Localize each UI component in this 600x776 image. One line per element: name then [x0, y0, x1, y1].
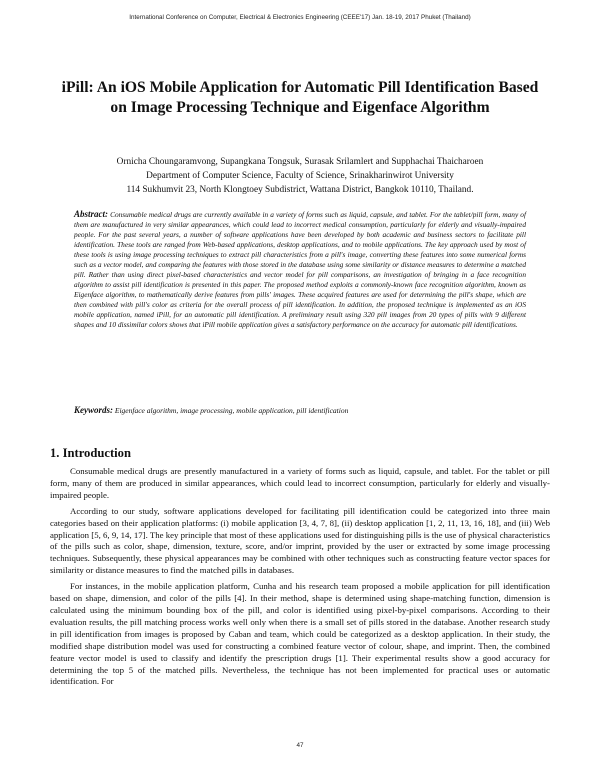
abstract-label: Abstract: [74, 209, 109, 219]
page-number: 47 [296, 742, 304, 749]
author-block [40, 155, 560, 197]
paragraph: According to our study, software applications developed for facilitating pill identification could be categorized into three main categories based on their application platforms: (i) mobile application [3, 4, 7, 8], (ii) desktop application [1, 2, 11, 13, 16, 18], and (iii) Web application [5, 6, 9, 14, 17]. The key principle that most of these applications used for distinguishing pills is the use of physical characteristics of the pills such as color, shape, dimension, texture, score, and/or imprint, provided by the user or extracted by some image processing techniques. Subsequently, these physical appearances may be combined with other techniques such as constructing feature vector spaces for similarity or distance measures to find the matched pills in databases. [50, 505, 550, 576]
abstract [74, 209, 526, 330]
author-address: 114 Sukhumvit 23, North Klongtoey Subdistrict, Wattana District, Bangkok 10110, Thailand. [126, 185, 474, 195]
conference-header: International Conference on Computer, Electrical & Electronics Engineering (CEEE'17) Jan. 18-19, 2017 Phuket (Thailand) [129, 14, 471, 21]
keywords-label: Keywords: [74, 405, 113, 415]
abstract-text: Consumable medical drugs are currently available in a variety of forms such as liquid, capsule, and tablet. For the tablet/pill form, many of them are manufactured in very similar appearances, which could lead to incorrect medical consumption, particularly for elderly and visually-impaired people. For the past several years, a number of software applications have been developed by both academic and business sectors to facilitate pill identification. These tools are ranged from Web-based applications, desktop applications, and to mobile applications. The key approach used by most of these tools is using image processing techniques to extract pill characteristics from a pill's image, converting these features into some numerical forms such as a vector model, and comparing the features with those stored in the database using some similarity or distance measures to determine a matched pill. Rather than using direct pixel-based characteristics and vector model for pill comparisons, an investigation of bringing in a face recognition algorithm to assist pill identification is presented in this paper. The proposed method exploits a commonly-known face recognition algorithm, known as Eigenface algorithm, to mathematically derive features from pills' images. These acquired features are used for determining the pill's shape, which are then combined with pill's color as criteria for the overall process of pill identification. In addition, the proposed technique is implemented as an iOS mobile application, named iPill, for an automatic pill identification. A preliminary result using 320 pill images from 20 types of pills with 9 different shapes and 10 dissimilar colors shows that iPill mobile application gives a satisfactory performance on the accuracy for automatic pill identifications. [74, 210, 526, 329]
section-body [50, 466, 550, 692]
author-department: Department of Computer Science, Faculty of Science, Srinakharinwirot University [146, 171, 454, 181]
section-heading: 1. Introduction [50, 446, 131, 460]
paragraph: For instances, in the mobile application platform, Cunha and his research team proposed a mobile application for pill identification based on shape, dimension, and color of the pills [4]. In their method, shape is determined using shape-matching function, dimension is calculated using the minimum bounding box of the pill, and color is identified using pixel-by-pixel comparisons. According to their evaluation results, the pill matching process works well only when there is a small set of pills stored in the database. Another research study in pill identification from images is proposed by Caban and team, which could be categorized as a desktop application. In their study, the modified shape distribution model was used for constructing a combined feature vector of colour, shape, and imprint. Then, the combined feature vector model is used to classify and identify the prescription drugs [1]. Their experimental results show a good accuracy for determining the top 5 of the matched pills. Nevertheless, the technique has not been implemented for practical uses or automatic identification. For [50, 581, 550, 687]
paper-title: iPill: An iOS Mobile Application for Automatic Pill Identification Based on Image Processing Technique and Eigenface Algorithm [61, 79, 539, 116]
keywords-text: Eigenface algorithm, image processing, mobile application, pill identification [114, 406, 349, 415]
paragraph: Consumable medical drugs are presently manufactured in a variety of forms such as liquid, capsule, and tablet. For the tablet or pill form, many of them are produced in similar appearances, which could lead to incorrect consumption, particularly for elderly and visually-impaired people. [50, 466, 550, 500]
keywords [74, 405, 526, 415]
author-names: Ornicha Choungaramvong, Supangkana Tongsuk, Surasak Srilamlert and Supphachai Thaicharoen [116, 157, 484, 167]
